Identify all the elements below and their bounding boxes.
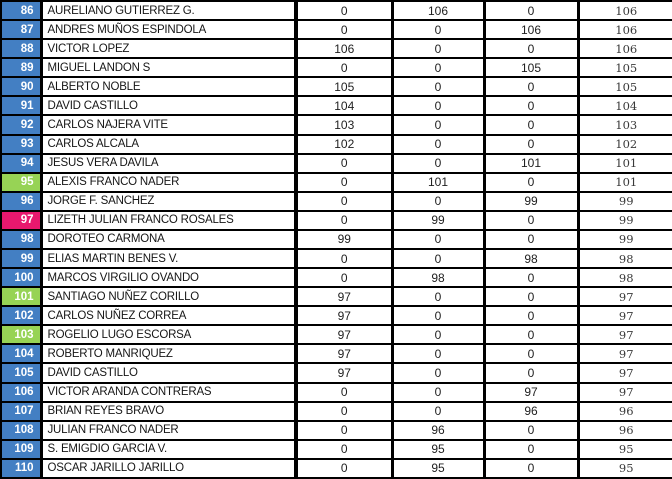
score-3-cell[interactable]: 105 bbox=[484, 58, 578, 77]
rank-cell[interactable]: 89 bbox=[1, 58, 41, 77]
table-row bbox=[1, 211, 672, 230]
score-2-cell[interactable]: 106 bbox=[392, 1, 484, 20]
score-3-cell[interactable]: 0 bbox=[484, 325, 578, 344]
table-row bbox=[1, 402, 672, 421]
score-1-cell[interactable]: 104 bbox=[296, 96, 392, 115]
score-2-cell[interactable]: 0 bbox=[392, 306, 484, 325]
score-1-cell[interactable]: 0 bbox=[296, 383, 392, 402]
name-cell[interactable]: ROGELIO LUGO ESCORSA bbox=[41, 325, 296, 344]
name-cell[interactable]: JORGE F. SANCHEZ bbox=[41, 192, 296, 211]
score-2-cell[interactable]: 0 bbox=[392, 363, 484, 382]
table-row bbox=[1, 154, 672, 173]
total-cell[interactable]: 98 bbox=[578, 249, 672, 268]
total-cell[interactable]: 97 bbox=[578, 325, 672, 344]
rank-cell[interactable]: 107 bbox=[1, 402, 41, 421]
total-cell[interactable]: 106 bbox=[578, 1, 672, 20]
table-row bbox=[1, 421, 672, 440]
score-3-cell[interactable]: 0 bbox=[484, 287, 578, 306]
rank-cell[interactable]: 99 bbox=[1, 249, 41, 268]
score-2-cell[interactable]: 0 bbox=[392, 115, 484, 134]
score-2-cell[interactable]: 101 bbox=[392, 173, 484, 192]
table-row bbox=[1, 287, 672, 306]
table-row bbox=[1, 306, 672, 325]
score-1-cell[interactable]: 0 bbox=[296, 154, 392, 173]
rank-cell[interactable]: 102 bbox=[1, 306, 41, 325]
table-row bbox=[1, 58, 672, 77]
score-1-cell[interactable]: 99 bbox=[296, 230, 392, 249]
score-2-cell[interactable]: 0 bbox=[392, 20, 484, 39]
score-1-cell[interactable]: 0 bbox=[296, 268, 392, 287]
name-cell[interactable]: BRIAN REYES BRAVO bbox=[41, 402, 296, 421]
table-row bbox=[1, 459, 672, 478]
score-3-cell[interactable]: 0 bbox=[484, 459, 578, 478]
score-3-cell[interactable]: 96 bbox=[484, 402, 578, 421]
rank-cell[interactable]: 98 bbox=[1, 230, 41, 249]
total-cell[interactable]: 95 bbox=[578, 440, 672, 459]
rank-cell[interactable]: 93 bbox=[1, 135, 41, 154]
total-cell[interactable]: 101 bbox=[578, 154, 672, 173]
rank-cell[interactable]: 95 bbox=[1, 173, 41, 192]
score-2-cell[interactable]: 0 bbox=[392, 325, 484, 344]
table-row bbox=[1, 268, 672, 287]
name-cell[interactable]: VICTOR LOPEZ bbox=[41, 39, 296, 58]
table-row bbox=[1, 344, 672, 363]
score-3-cell[interactable]: 0 bbox=[484, 211, 578, 230]
total-cell[interactable]: 99 bbox=[578, 211, 672, 230]
total-cell[interactable]: 105 bbox=[578, 77, 672, 96]
score-3-cell[interactable]: 0 bbox=[484, 135, 578, 154]
total-cell[interactable]: 98 bbox=[578, 268, 672, 287]
rank-cell[interactable]: 88 bbox=[1, 39, 41, 58]
total-cell[interactable]: 97 bbox=[578, 383, 672, 402]
score-3-cell[interactable]: 0 bbox=[484, 1, 578, 20]
total-cell[interactable]: 105 bbox=[578, 58, 672, 77]
rank-cell[interactable]: 91 bbox=[1, 96, 41, 115]
score-3-cell[interactable]: 101 bbox=[484, 154, 578, 173]
score-2-cell[interactable]: 0 bbox=[392, 230, 484, 249]
table-row bbox=[1, 192, 672, 211]
score-3-cell[interactable]: 99 bbox=[484, 192, 578, 211]
score-1-cell[interactable]: 0 bbox=[296, 440, 392, 459]
name-cell[interactable]: ALEXIS FRANCO NADER bbox=[41, 173, 296, 192]
name-cell[interactable]: ANDRES MUÑOS ESPINDOLA bbox=[41, 20, 296, 39]
rank-cell[interactable]: 101 bbox=[1, 287, 41, 306]
name-cell[interactable]: MIGUEL LANDON S bbox=[41, 58, 296, 77]
score-2-cell[interactable]: 0 bbox=[392, 96, 484, 115]
score-3-cell[interactable]: 0 bbox=[484, 39, 578, 58]
score-2-cell[interactable]: 0 bbox=[392, 383, 484, 402]
score-2-cell[interactable]: 0 bbox=[392, 344, 484, 363]
name-cell[interactable]: CARLOS NUÑEZ CORREA bbox=[41, 306, 296, 325]
table-row bbox=[1, 77, 672, 96]
name-cell[interactable]: DOROTEO CARMONA bbox=[41, 230, 296, 249]
table-row bbox=[1, 135, 672, 154]
score-1-cell[interactable]: 0 bbox=[296, 173, 392, 192]
score-1-cell[interactable]: 0 bbox=[296, 1, 392, 20]
score-2-cell[interactable]: 0 bbox=[392, 154, 484, 173]
score-2-cell[interactable]: 0 bbox=[392, 192, 484, 211]
score-2-cell[interactable]: 0 bbox=[392, 58, 484, 77]
name-cell[interactable]: MARCOS VIRGILIO OVANDO bbox=[41, 268, 296, 287]
table-row bbox=[1, 39, 672, 58]
score-3-cell[interactable]: 0 bbox=[484, 268, 578, 287]
rank-cell[interactable]: 109 bbox=[1, 440, 41, 459]
name-cell[interactable]: SANTIAGO NUÑEZ CORILLO bbox=[41, 287, 296, 306]
score-2-cell[interactable]: 0 bbox=[392, 287, 484, 306]
score-1-cell[interactable]: 0 bbox=[296, 459, 392, 478]
rank-cell[interactable]: 104 bbox=[1, 344, 41, 363]
score-3-cell[interactable]: 0 bbox=[484, 306, 578, 325]
name-cell[interactable]: AURELIANO GUTIERREZ G. bbox=[41, 1, 296, 20]
table-row bbox=[1, 1, 672, 20]
table-row bbox=[1, 173, 672, 192]
score-1-cell[interactable]: 0 bbox=[296, 249, 392, 268]
table-row bbox=[1, 325, 672, 344]
total-cell[interactable]: 96 bbox=[578, 402, 672, 421]
score-3-cell[interactable]: 98 bbox=[484, 249, 578, 268]
score-2-cell[interactable]: 96 bbox=[392, 421, 484, 440]
score-3-cell[interactable]: 106 bbox=[484, 20, 578, 39]
score-3-cell[interactable]: 0 bbox=[484, 344, 578, 363]
rank-cell[interactable]: 103 bbox=[1, 325, 41, 344]
name-cell[interactable]: ALBERTO NOBLE bbox=[41, 77, 296, 96]
total-cell[interactable]: 104 bbox=[578, 96, 672, 115]
rank-cell[interactable]: 105 bbox=[1, 363, 41, 382]
table-row bbox=[1, 115, 672, 134]
score-2-cell[interactable]: 99 bbox=[392, 211, 484, 230]
rank-cell[interactable]: 108 bbox=[1, 421, 41, 440]
score-1-cell[interactable]: 0 bbox=[296, 402, 392, 421]
score-3-cell[interactable]: 0 bbox=[484, 230, 578, 249]
score-3-cell[interactable]: 0 bbox=[484, 363, 578, 382]
score-1-cell[interactable]: 0 bbox=[296, 192, 392, 211]
score-3-cell[interactable]: 97 bbox=[484, 383, 578, 402]
score-1-cell[interactable]: 97 bbox=[296, 287, 392, 306]
total-cell[interactable]: 97 bbox=[578, 287, 672, 306]
score-3-cell[interactable]: 0 bbox=[484, 115, 578, 134]
score-1-cell[interactable]: 0 bbox=[296, 20, 392, 39]
score-3-cell[interactable]: 0 bbox=[484, 440, 578, 459]
name-cell[interactable]: ROBERTO MANRIQUEZ bbox=[41, 344, 296, 363]
name-cell[interactable]: OSCAR JARILLO JARILLO bbox=[41, 459, 296, 478]
score-1-cell[interactable]: 106 bbox=[296, 39, 392, 58]
table-row bbox=[1, 96, 672, 115]
score-2-cell[interactable]: 98 bbox=[392, 268, 484, 287]
score-1-cell[interactable]: 105 bbox=[296, 77, 392, 96]
name-cell[interactable]: DAVID CASTILLO bbox=[41, 96, 296, 115]
score-3-cell[interactable]: 0 bbox=[484, 77, 578, 96]
total-cell[interactable]: 99 bbox=[578, 230, 672, 249]
name-cell[interactable]: JULIAN FRANCO NADER bbox=[41, 421, 296, 440]
total-cell[interactable]: 99 bbox=[578, 192, 672, 211]
rank-cell[interactable]: 106 bbox=[1, 383, 41, 402]
score-3-cell[interactable]: 0 bbox=[484, 421, 578, 440]
name-cell[interactable]: CARLOS ALCALA bbox=[41, 135, 296, 154]
total-cell[interactable]: 95 bbox=[578, 459, 672, 478]
score-1-cell[interactable]: 97 bbox=[296, 344, 392, 363]
score-1-cell[interactable]: 0 bbox=[296, 58, 392, 77]
table-row bbox=[1, 20, 672, 39]
total-cell[interactable]: 106 bbox=[578, 39, 672, 58]
name-cell[interactable]: LIZETH JULIAN FRANCO ROSALES bbox=[41, 211, 296, 230]
total-cell[interactable]: 97 bbox=[578, 344, 672, 363]
score-1-cell[interactable]: 97 bbox=[296, 306, 392, 325]
score-2-cell[interactable]: 0 bbox=[392, 39, 484, 58]
name-cell[interactable]: CARLOS NAJERA VITE bbox=[41, 115, 296, 134]
total-cell[interactable]: 102 bbox=[578, 135, 672, 154]
total-cell[interactable]: 96 bbox=[578, 421, 672, 440]
rank-cell[interactable]: 92 bbox=[1, 115, 41, 134]
score-1-cell[interactable]: 103 bbox=[296, 115, 392, 134]
score-2-cell[interactable]: 0 bbox=[392, 135, 484, 154]
score-2-cell[interactable]: 0 bbox=[392, 77, 484, 96]
rank-cell[interactable]: 87 bbox=[1, 20, 41, 39]
score-1-cell[interactable]: 0 bbox=[296, 421, 392, 440]
table-row bbox=[1, 363, 672, 382]
rank-cell[interactable]: 96 bbox=[1, 192, 41, 211]
total-cell[interactable]: 97 bbox=[578, 363, 672, 382]
rank-cell[interactable]: 97 bbox=[1, 211, 41, 230]
score-2-cell[interactable]: 95 bbox=[392, 459, 484, 478]
total-cell[interactable]: 106 bbox=[578, 20, 672, 39]
score-2-cell[interactable]: 0 bbox=[392, 249, 484, 268]
table-row bbox=[1, 230, 672, 249]
rank-cell[interactable]: 90 bbox=[1, 77, 41, 96]
score-1-cell[interactable]: 102 bbox=[296, 135, 392, 154]
name-cell[interactable]: JESUS VERA DAVILA bbox=[41, 154, 296, 173]
score-1-cell[interactable]: 97 bbox=[296, 325, 392, 344]
name-cell[interactable]: ELIAS MARTIN BENES V. bbox=[41, 249, 296, 268]
rank-cell[interactable]: 94 bbox=[1, 154, 41, 173]
score-1-cell[interactable]: 97 bbox=[296, 363, 392, 382]
total-cell[interactable]: 97 bbox=[578, 306, 672, 325]
table-row bbox=[1, 440, 672, 459]
name-cell[interactable]: DAVID CASTILLO bbox=[41, 363, 296, 382]
rank-cell[interactable]: 100 bbox=[1, 268, 41, 287]
table-row bbox=[1, 249, 672, 268]
score-1-cell[interactable]: 0 bbox=[296, 211, 392, 230]
score-3-cell[interactable]: 0 bbox=[484, 173, 578, 192]
rank-cell[interactable]: 86 bbox=[1, 1, 41, 20]
table-row bbox=[1, 383, 672, 402]
total-cell[interactable]: 103 bbox=[578, 115, 672, 134]
name-cell[interactable]: VICTOR ARANDA CONTRERAS bbox=[41, 383, 296, 402]
score-2-cell[interactable]: 0 bbox=[392, 402, 484, 421]
rank-cell[interactable]: 110 bbox=[1, 459, 41, 478]
total-cell[interactable]: 101 bbox=[578, 173, 672, 192]
score-2-cell[interactable]: 95 bbox=[392, 440, 484, 459]
score-3-cell[interactable]: 0 bbox=[484, 96, 578, 115]
name-cell[interactable]: S. EMIGDIO GARCIA V. bbox=[41, 440, 296, 459]
ranking-table-body bbox=[1, 1, 672, 478]
